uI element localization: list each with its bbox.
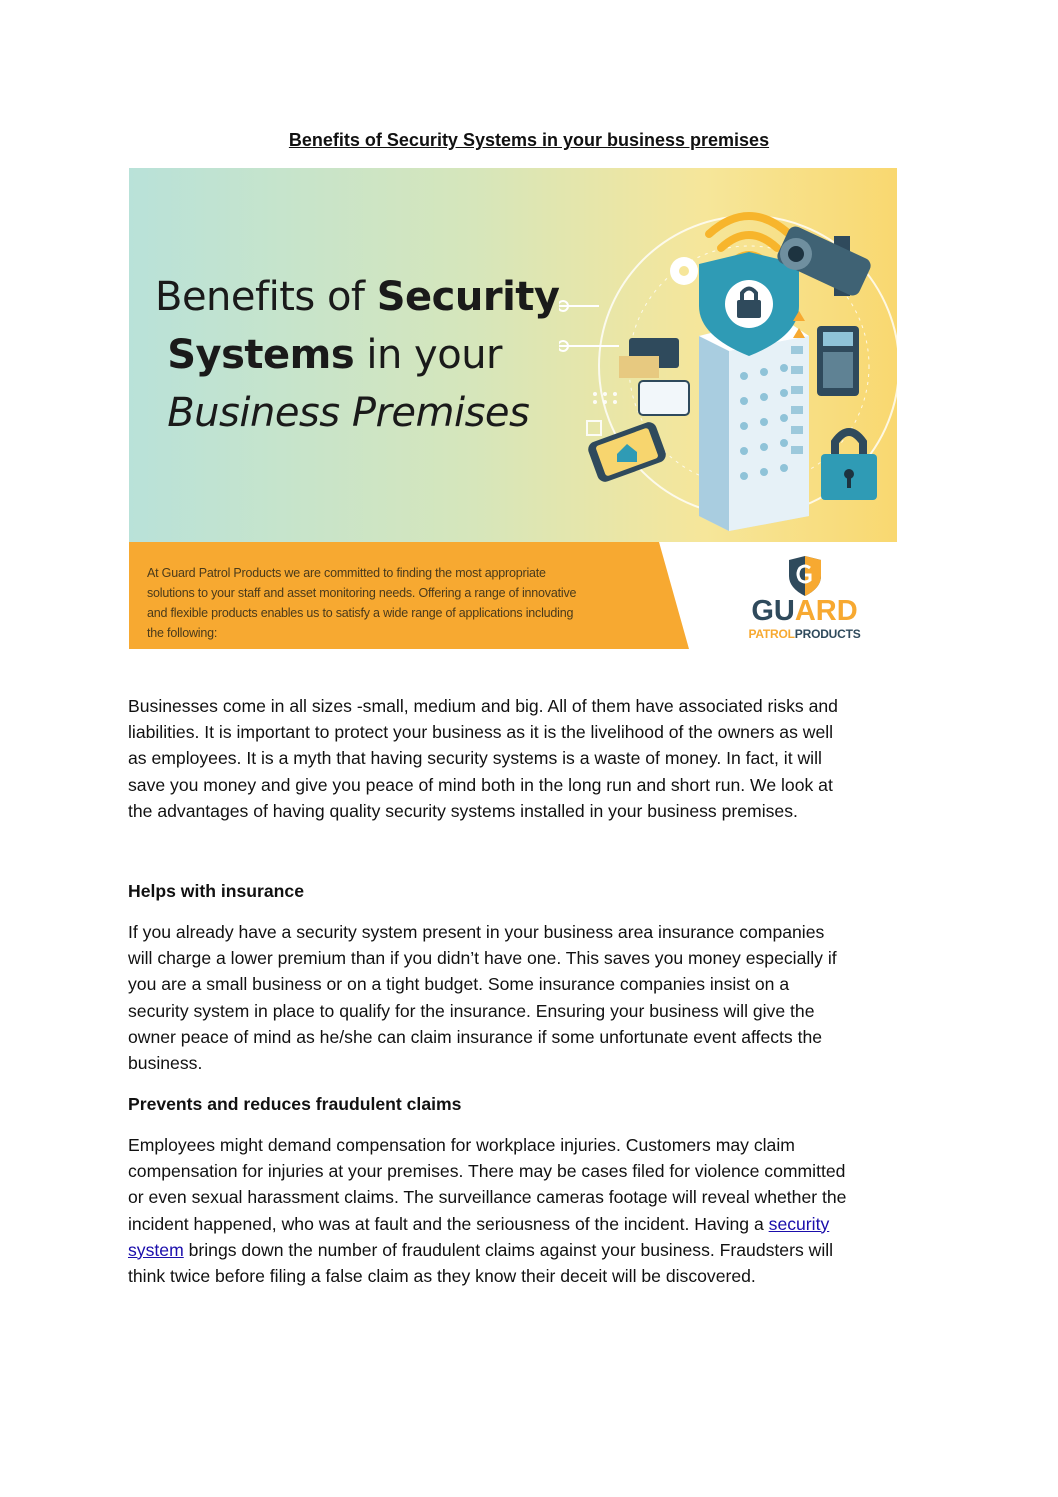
heading-helps-with-insurance: Helps with insurance [128,881,304,901]
security-illustration [559,186,897,542]
fraud-paragraph: Employees might demand compensation for workplace injuries. Customers may claim compensation for injuries at your premises. There may be cases filed for violence committed or even sexual harassment claims. The surveillance cameras footage will reveal whether the incident happened, who was at fault and the seriousness of the incident. Having a security system brings down the number of fraudulent claims against your business. Fraudsters will think twice before filing a false claim as they know their deceit will be discovered. [128,1135,847,1287]
keypad-icon [817,326,859,396]
logo-shield-icon [787,556,823,596]
banner-description: At Guard Patrol Products we are committed to finding the most appropriate solutions to your staff and asset monitoring needs. Offering a range of innovative and flexible products enables us to satisfy a wide range of applications including the following: [147,566,577,640]
padlock-icon [821,432,877,500]
security-system-link-continued[interactable]: system [128,1239,184,1260]
banner-gradient [129,168,897,542]
guard-patrol-logo [747,556,862,641]
gear-icon [670,257,698,285]
smartphone-icon [586,420,668,484]
banner-headline: Benefits of Security Systems in your Business Premises [155,274,560,436]
banner-footer [129,542,897,649]
hero-banner-image [129,168,897,649]
intro-paragraph: Businesses come in all sizes -small, medium and big. All of them have associated risks and liabilities. It is important to protect your business as it is the livelihood of the owners as well as employees. It is a myth that having security systems is a waste of money. In fact, it will save you money and give you peace of mind both in the long run and short run. We look at the advantages of having quality security systems installed in your business premises. [128,696,838,821]
page-title: Benefits of Security Systems in your business premises [288,130,770,150]
heading-prevents-fraudulent-claims: Prevents and reduces fraudulent claims [128,1094,462,1114]
card-reader-icon [619,338,689,415]
security-system-link[interactable]: security [768,1213,830,1234]
logo-wordmark: GUARD [751,595,858,627]
insurance-paragraph: If you already have a security system present in your business area insurance companies will charge a lower premium than if you didn’t have one. This saves you money especially if you are a small business or on a tight budget. Some insurance companies insist on a security system in place to qualify for the insurance. Ensuring your business will give the owner peace of mind as he/she can claim insurance if some unfortunate event affects the business. [128,922,837,1074]
logo-subtitle: PATROLPRODUCTS [748,627,861,641]
